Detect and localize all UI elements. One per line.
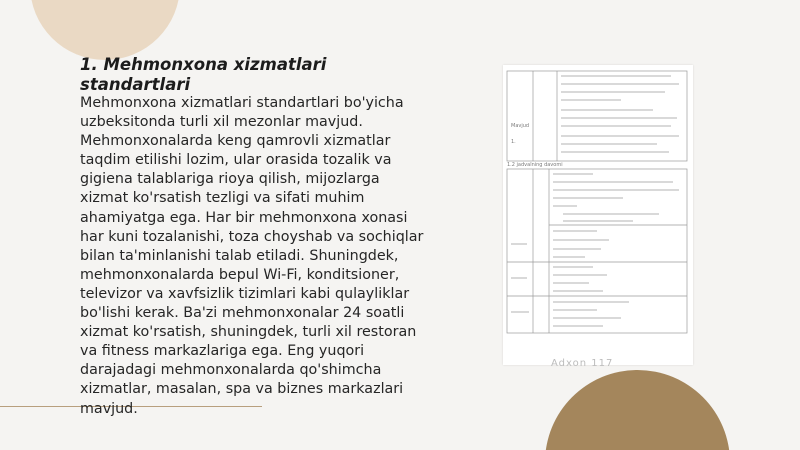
doc-text-line (553, 173, 593, 175)
doc-text-line (553, 266, 593, 268)
decorative-circle-bottom (545, 370, 730, 450)
doc-text-line (511, 243, 527, 245)
doc-text-line (561, 143, 657, 145)
doc-text-line (553, 205, 577, 207)
doc-text-line (511, 277, 527, 279)
doc-text-line (553, 181, 673, 183)
doc-text-line (553, 282, 589, 284)
doc-text-line (553, 274, 607, 276)
doc-text-line (553, 301, 629, 303)
doc-row-number: 1. (511, 139, 516, 145)
doc-text-line (553, 189, 679, 191)
doc-text-line (511, 311, 529, 313)
slide-body-text: Mehmonxona xizmatlari standartlari bo'yicha uzbeksitonda turli xil mezonlar mavjud. Mehmonxonalarda keng qamrovli xizmatlar taqdim etilishi lozim, ular orasida tozalik va gigiena talablariga rioya qilish, mijozlarga xizmat ko'rsatish tezligi va sifati muhim ahamiyatga ega. Har bir mehmonxona xonasi har kuni tozalanishi, toza choyshab va sochiqlar bilan ta'minlanishi talab etiladi. Shuningdek, mehmonxonalarda bepul Wi-Fi, konditsioner, televizor va xavfsizlik tizimlari kabi qulayliklar bo'lishi kerak. Ba'zi mehmonxonalar 24 soatli xizmat ko'rsatish, shuningdek, turli xil restoran va fitness markazlariga ega. Eng yuqori darajadagi mehmonxonalarda qo'shimcha xizmatlar, masalan, spa va biznes markazlari mavjud. (80, 95, 424, 417)
doc-text-line (561, 109, 653, 111)
doc-text-line (561, 117, 677, 119)
doc-text-line (553, 239, 609, 241)
doc-text-line (553, 256, 585, 258)
decorative-circle-top (30, 0, 180, 60)
doc-text-line (561, 91, 665, 93)
slide-title: 1. Mehmonxona xizmatlari standartlari (80, 55, 327, 94)
doc-text-line (563, 213, 659, 215)
doc-text-line (561, 99, 621, 101)
doc-text-line (561, 135, 679, 137)
doc-text-line (561, 83, 679, 85)
document-image (503, 65, 693, 369)
doc-text-line (553, 230, 597, 232)
doc-page-stamp: Adxon 117 (551, 358, 614, 369)
doc-text-line (553, 248, 601, 250)
doc-row-label: Mavjud (511, 123, 530, 129)
doc-section-label: 1.2 jadvalning davomi (507, 162, 563, 168)
doc-text-line (563, 220, 633, 222)
doc-text-line (553, 309, 597, 311)
doc-text-line (553, 325, 603, 327)
doc-text-line (553, 317, 621, 319)
doc-text-line (561, 151, 669, 153)
doc-text-line (561, 75, 671, 77)
doc-text-line (561, 125, 671, 127)
doc-text-line (553, 197, 623, 199)
doc-text-line (553, 290, 603, 292)
